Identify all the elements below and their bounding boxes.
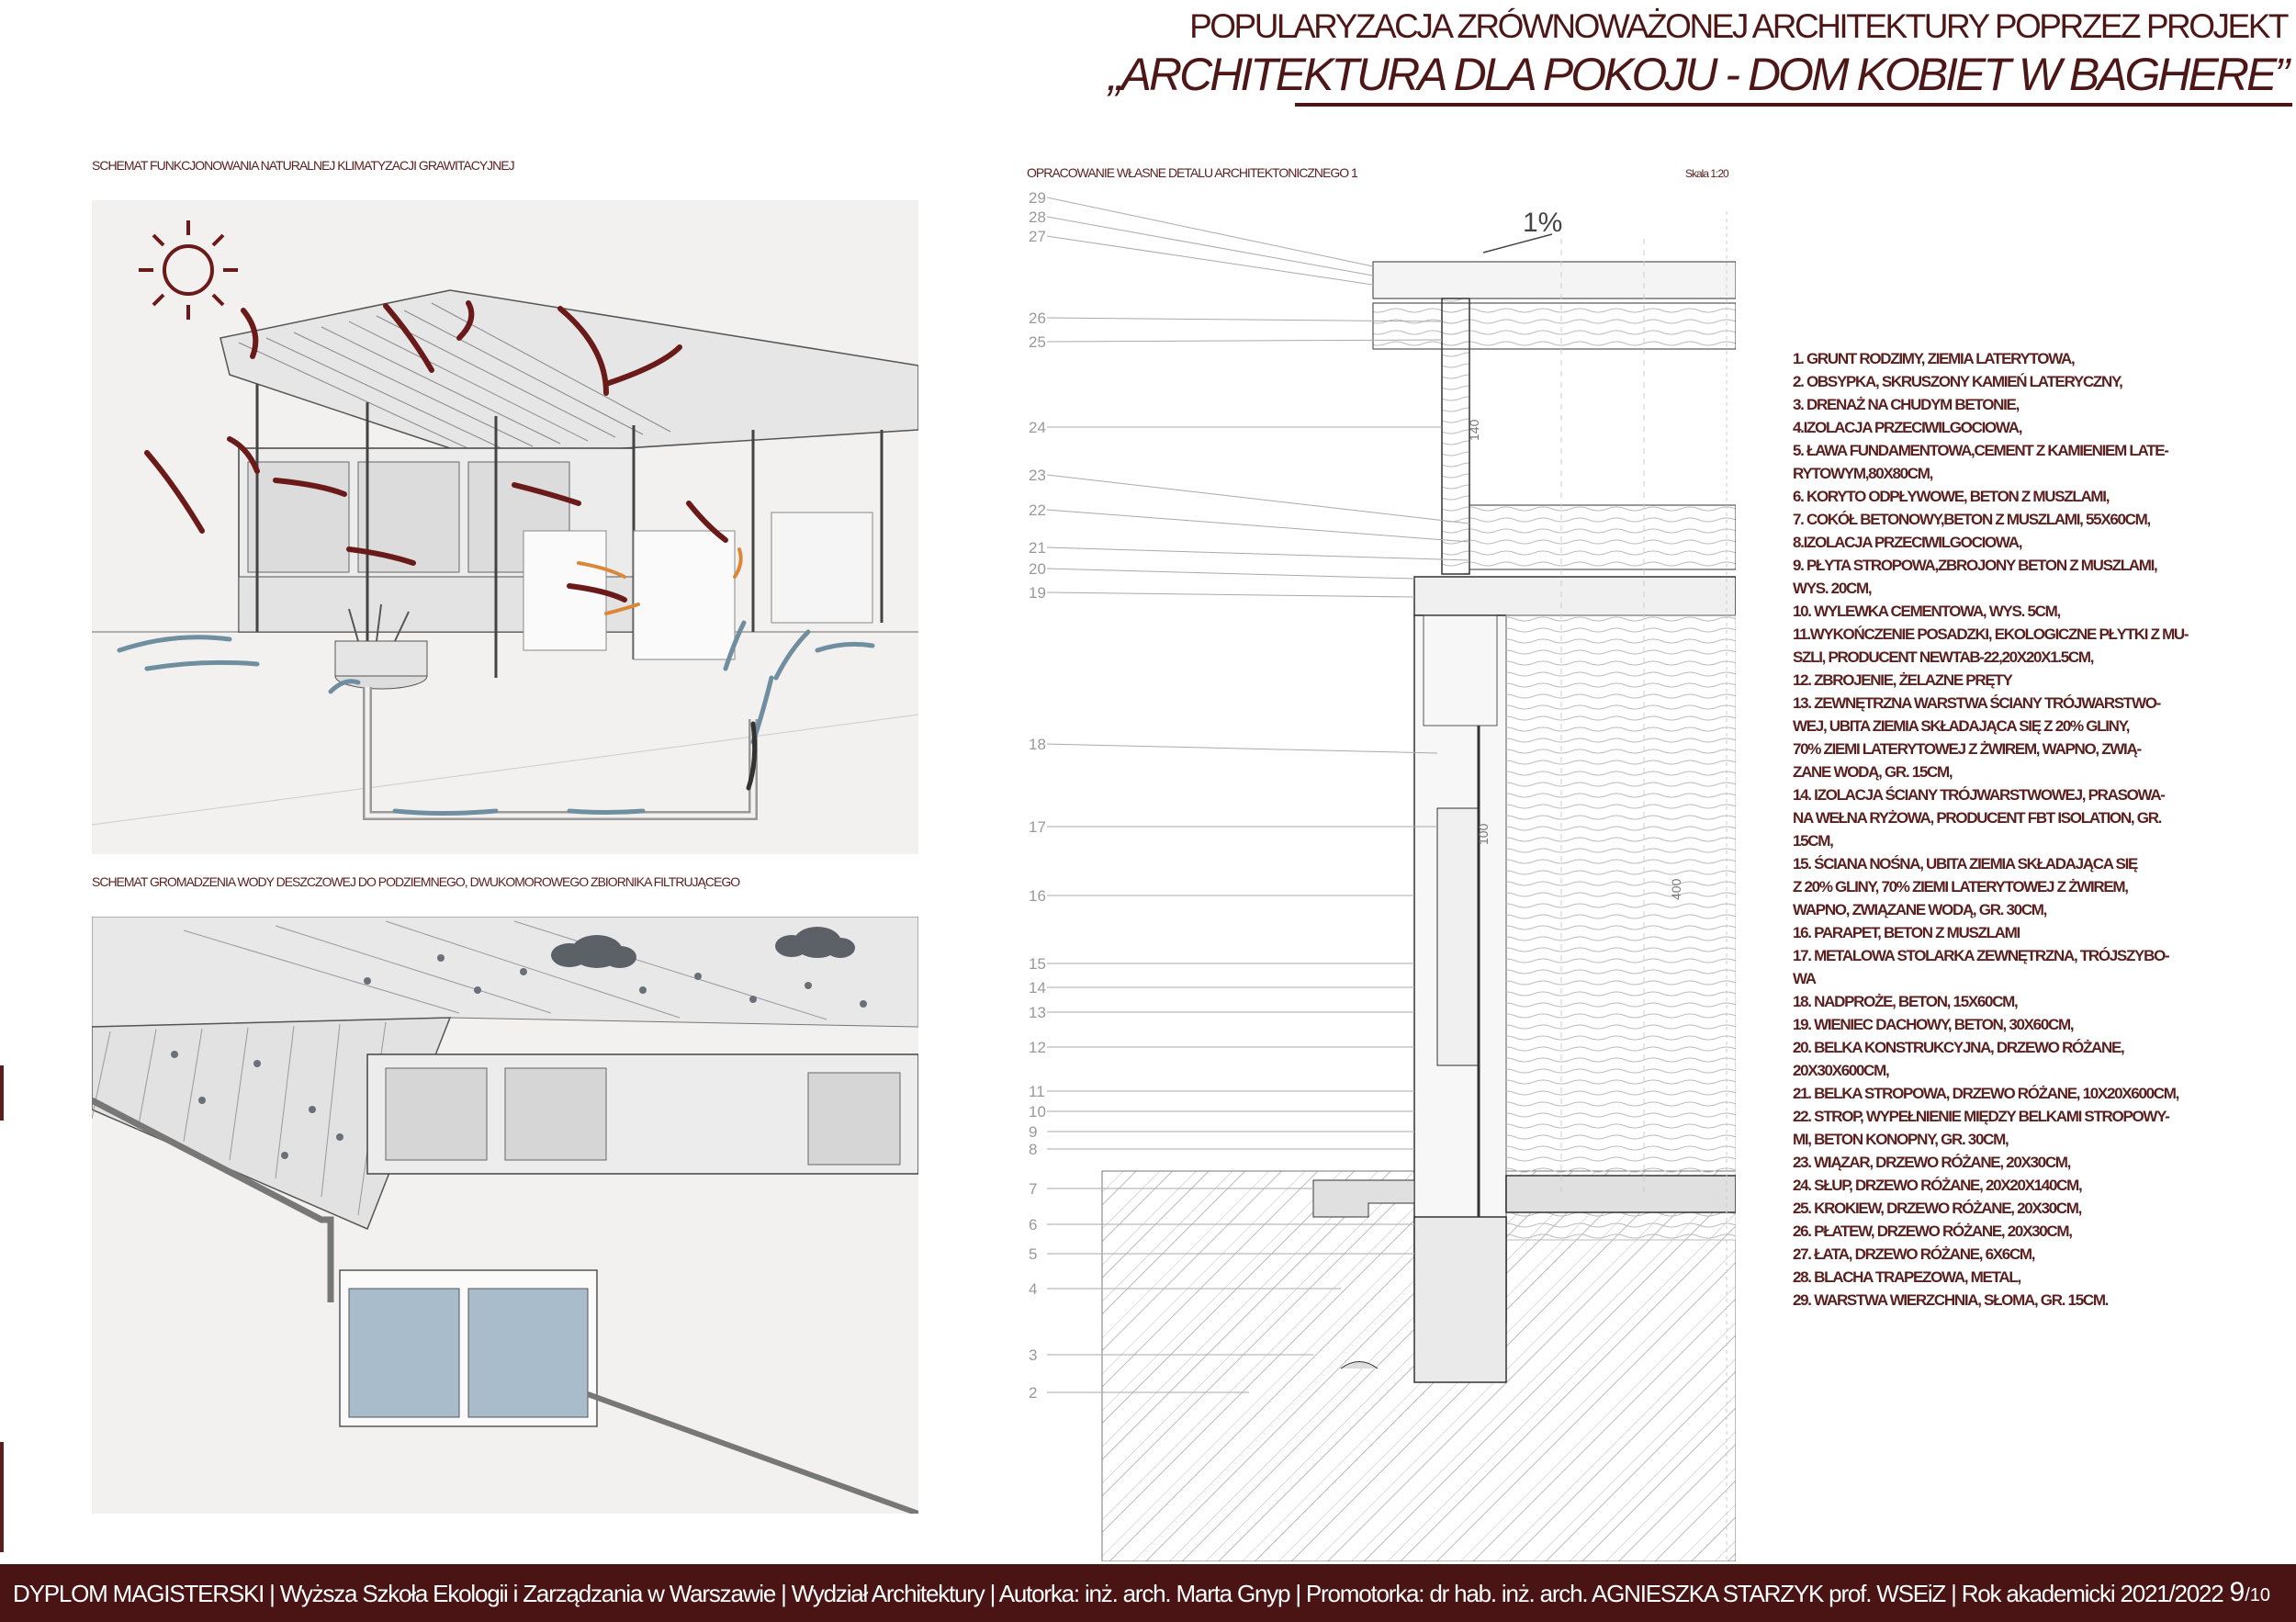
detail-marker: 14 [1029, 979, 1046, 997]
legend-list [1793, 347, 2234, 1312]
detail-marker: 29 [1029, 189, 1046, 207]
architectural-detail [1019, 184, 1736, 1561]
legend-item: 25. KROKIEW, DRZEWO RÓŻANE, 20X30CM, [1793, 1200, 2082, 1217]
legend-item: 1. GRUNT RODZIMY, ZIEMIA LATERYTOWA, [1793, 350, 2075, 367]
climate-scheme-illustration [92, 200, 918, 854]
detail-marker: 9 [1029, 1123, 1038, 1141]
footer-credits: DYPLOM MAGISTERSKI | Wyższa Szkoła Ekologii i Zarządzania w Warszawie | Wydział Architektury | Autorka: inż. arch. Marta Gnyp | Promotorka: dr hab. inż. arch. AGNIESZKA STARZYK prof. WSEiZ | Rok akademicki 2021/2022 [13, 1580, 2223, 1607]
legend-item: 27. ŁATA, DRZEWO RÓŻANE, 6X6CM, [1793, 1245, 2035, 1263]
dim-400: 400 [1669, 878, 1683, 900]
legend-item: Z 20% GLINY, 70% ZIEMI LATERYTOWEJ Z ŻWIREM, [1793, 878, 2128, 895]
detail-marker: 10 [1029, 1103, 1046, 1121]
legend-item: 8.IZOLACJA PRZECIWILGOCIOWA, [1793, 534, 2022, 551]
detail-marker: 22 [1029, 501, 1046, 519]
detail-marker: 19 [1029, 584, 1046, 602]
legend-item: 22. STROP, WYPEŁNIENIE MIĘDZY BELKAMI STROPOWY- [1793, 1108, 2169, 1125]
detail-marker: 13 [1029, 1004, 1046, 1021]
legend-item: 19. WIENIEC DACHOWY, BETON, 30X60CM, [1793, 1016, 2074, 1033]
detail-scale: Skala 1:20 [1685, 167, 1728, 180]
legend-item: 12. ZBROJENIE, ŻELAZNE PRĘTY [1793, 671, 2012, 689]
legend-item: 15. ŚCIANA NOŚNA, UBITA ZIEMIA SKŁADAJĄCA SIĘ [1793, 855, 2138, 873]
legend-item: 9. PŁYTA STROPOWA,ZBROJONY BETON Z MUSZLAMI, [1793, 557, 2157, 574]
legend-item: 7. COKÓŁ BETONOWY,BETON Z MUSZLAMI, 55X60CM, [1793, 511, 2150, 528]
detail-marker: 21 [1029, 539, 1046, 557]
legend-item: 17. METALOWA STOLARKA ZEWNĘTRZNA, TRÓJSZYBO- [1793, 947, 2169, 964]
legend-item: SZLI, PRODUCENT NEWTAB-22,20X20X1.5CM, [1793, 648, 2094, 666]
detail-marker: 3 [1029, 1346, 1038, 1364]
legend-item: 28. BLACHA TRAPEZOWA, METAL, [1793, 1268, 2020, 1286]
caption-detail: OPRACOWANIE WŁASNE DETALU ARCHITEKTONICZNEGO 1 [1027, 165, 1357, 180]
detail-marker: 15 [1029, 955, 1046, 973]
legend-item: 21. BELKA STROPOWA, DRZEWO RÓŻANE, 10X20X600CM, [1793, 1085, 2179, 1102]
header-underline [1295, 103, 2292, 107]
detail-marker: 5 [1029, 1245, 1038, 1263]
legend-item: RYTOWYM,80X80CM, [1793, 465, 1933, 482]
detail-marker: 16 [1029, 887, 1046, 905]
detail-marker: 28 [1029, 208, 1046, 226]
detail-marker: 11 [1029, 1083, 1045, 1100]
detail-marker: 7 [1029, 1180, 1038, 1198]
legend-item: MI, BETON KONOPNY, GR. 30CM, [1793, 1131, 2009, 1148]
detail-marker: 27 [1029, 228, 1046, 245]
footer-bar [0, 1564, 2296, 1622]
page-total: /10 [2245, 1585, 2270, 1605]
page-current: 9 [2229, 1577, 2245, 1607]
caption-water-scheme: SCHEMAT GROMADZENIA WODY DESZCZOWEJ DO PODZIEMNEGO, DWUKOMOROWEGO ZBIORNIKA FILTRUJĄCEGO [92, 874, 740, 889]
rainwater-scheme-drawing [92, 917, 918, 1514]
detail-marker: 12 [1029, 1039, 1046, 1056]
legend-item: 6. KORYTO ODPŁYWOWE, BETON Z MUSZLAMI, [1793, 488, 2110, 505]
legend-item: 15CM, [1793, 832, 1833, 850]
detail-marker: 23 [1029, 467, 1046, 484]
legend-item: WEJ, UBITA ZIEMIA SKŁADAJĄCA SIĘ Z 20% GLINY, [1793, 717, 2130, 735]
detail-marker: 18 [1029, 736, 1046, 753]
legend-item: 10. WYLEWKA CEMENTOWA, WYS. 5CM, [1793, 603, 2060, 620]
legend-item: 14. IZOLACJA ŚCIANY TRÓJWARSTWOWEJ, PRASOWA- [1793, 786, 2165, 804]
legend-item: 24. SŁUP, DRZEWO RÓŻANE, 20X20X140CM, [1793, 1177, 2082, 1194]
page-edge-mark [0, 1442, 4, 1552]
detail-marker: 2 [1029, 1384, 1038, 1402]
dim-100: 100 [1476, 823, 1491, 845]
legend-item: 4.IZOLACJA PRZECIWILGOCIOWA, [1793, 419, 2022, 436]
legend-item: 11.WYKOŃCZENIE POSADZKI, EKOLOGICZNE PŁYTKI Z MU- [1793, 625, 2189, 643]
rainwater-scheme-illustration [92, 917, 918, 1514]
legend-item: WYS. 20CM, [1793, 580, 1872, 597]
page-number [2230, 1577, 2271, 1608]
legend-item: 5. ŁAWA FUNDAMENTOWA,CEMENT Z KAMIENIEM LATE- [1793, 442, 2168, 459]
legend-item: 13. ZEWNĘTRZNA WARSTWA ŚCIANY TRÓJWARSTWO- [1793, 694, 2160, 712]
slope-label: 1% [1523, 208, 1563, 238]
legend-item: 29. WARSTWA WIERZCHNIA, SŁOMA, GR. 15CM. [1793, 1291, 2109, 1309]
detail-marker: 4 [1029, 1280, 1038, 1298]
legend-item: WA [1793, 970, 1816, 987]
legend-item: WAPNO, ZWIĄZANE WODĄ, GR. 30CM, [1793, 901, 2047, 918]
page-edge-mark [0, 1065, 4, 1121]
legend-item: 23. WIĄZAR, DRZEWO RÓŻANE, 20X30CM, [1793, 1154, 2071, 1171]
legend-item: NA WEŁNA RYŻOWA, PRODUCENT FBT ISOLATION, GR. [1793, 809, 2162, 827]
detail-marker: 24 [1029, 419, 1046, 436]
detail-section-drawing [1019, 184, 1736, 1561]
detail-marker: 8 [1029, 1141, 1038, 1158]
legend-item: 2. OBSYPKA, SKRUSZONY KAMIEŃ LATERYCZNY, [1793, 373, 2122, 390]
detail-marker: 20 [1029, 560, 1046, 578]
detail-marker: 6 [1029, 1216, 1038, 1233]
legend-item: 18. NADPROŻE, BETON, 15X60CM, [1793, 993, 2018, 1010]
detail-marker: 26 [1029, 310, 1046, 327]
climate-scheme-drawing [92, 200, 918, 854]
detail-marker: 25 [1029, 333, 1046, 351]
dim-140: 140 [1467, 419, 1481, 441]
legend-item: 3. DRENAŻ NA CHUDYM BETONIE, [1793, 396, 2020, 413]
sun-icon [139, 220, 238, 320]
legend-item: 20. BELKA KONSTRUKCYJNA, DRZEWO RÓŻANE, [1793, 1039, 2124, 1056]
detail-marker: 17 [1029, 818, 1046, 836]
legend-item: 70% ZIEMI LATERYTOWEJ Z ŻWIREM, WAPNO, ZWIĄ- [1793, 740, 2141, 758]
legend-item: 26. PŁATEW, DRZEWO RÓŻANE, 20X30CM, [1793, 1222, 2072, 1240]
header-title-line1: POPULARYZACJA ZRÓWNOWAŻONEJ ARCHITEKTURY POPRZEZ PROJEKT [1189, 7, 2287, 45]
caption-climate-scheme: SCHEMAT FUNKCJONOWANIA NATURALNEJ KLIMATYZACJI GRAWITACYJNEJ [92, 158, 514, 173]
legend-item: 20X30X600CM, [1793, 1062, 1889, 1079]
legend-item: 16. PARAPET, BETON Z MUSZLAMI [1793, 924, 2020, 941]
legend-item: ZANE WODĄ, GR. 15CM, [1793, 763, 1953, 781]
header-title-line2: „ARCHITEKTURA DLA POKOJU - DOM KOBIET W BAGHERE” [1109, 49, 2287, 100]
